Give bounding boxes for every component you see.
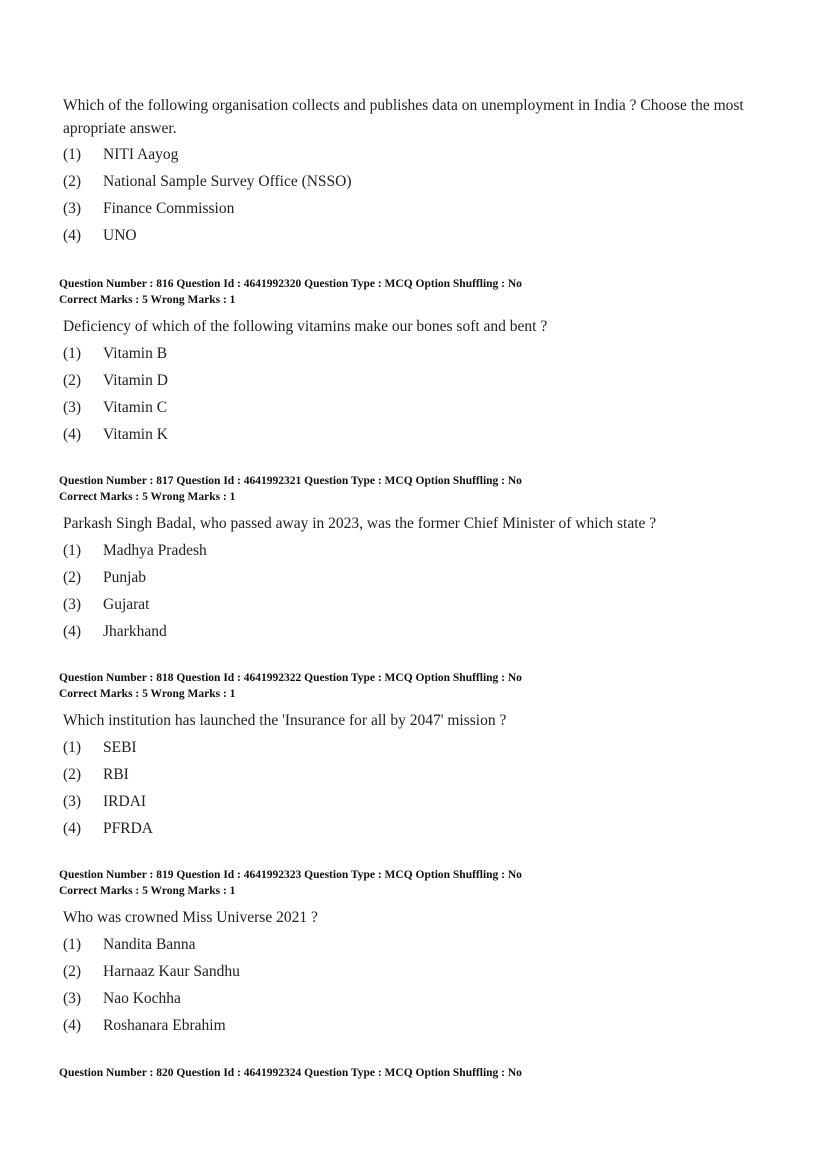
- question-817-marks: Correct Marks : 5 Wrong Marks : 1: [59, 491, 236, 503]
- question-816-option-2: (2) Vitamin D: [63, 372, 168, 389]
- question-818-option-4: (4) PFRDA: [63, 820, 153, 837]
- question-817-text: Parkash Singh Badal, who passed away in 2023, was the former Chief Minister of which state ?: [63, 515, 657, 532]
- question-819-option-1: (1) Nandita Banna: [63, 936, 196, 953]
- question-816-meta: Question Number : 816 Question Id : 4641992320 Question Type : MCQ Option Shuffling : No: [59, 278, 522, 290]
- question-818-text: Which institution has launched the 'Insurance for all by 2047' mission ?: [63, 712, 507, 729]
- question-818-option-2: (2) RBI: [63, 766, 129, 783]
- question-815-option-2: (2) National Sample Survey Office (NSSO): [63, 173, 352, 190]
- question-815-text: Which of the following organisation collects and publishes data on unemployment in India ? Choose the most apropriate answer.: [63, 97, 744, 137]
- question-817-option-2: (2) Punjab: [63, 569, 147, 586]
- question-816-option-3: (3) Vitamin C: [63, 399, 168, 416]
- question-817-meta: Question Number : 817 Question Id : 4641992321 Question Type : MCQ Option Shuffling : No: [59, 475, 522, 487]
- question-815-option-4: (4) UNO: [63, 227, 137, 244]
- question-819-option-3: (3) Nao Kochha: [63, 990, 181, 1007]
- question-815-option-3: (3) Finance Commission: [63, 200, 235, 217]
- question-817-option-4: (4) Jharkhand: [63, 623, 167, 640]
- question-816-option-1: (1) Vitamin B: [63, 345, 168, 362]
- question-819-marks: Correct Marks : 5 Wrong Marks : 1: [59, 885, 236, 897]
- question-819-meta: Question Number : 819 Question Id : 4641992323 Question Type : MCQ Option Shuffling : No: [59, 869, 522, 881]
- question-818-option-1: (1) SEBI: [63, 739, 137, 756]
- question-818-marks: Correct Marks : 5 Wrong Marks : 1: [59, 688, 236, 700]
- question-817-option-3: (3) Gujarat: [63, 596, 150, 613]
- question-818-option-3: (3) IRDAI: [63, 793, 147, 810]
- question-819-text: Who was crowned Miss Universe 2021 ?: [63, 909, 318, 926]
- question-816-text: Deficiency of which of the following vitamins make our bones soft and bent ?: [63, 318, 548, 335]
- question-819-option-4: (4) Roshanara Ebrahim: [63, 1017, 226, 1034]
- question-816-option-4: (4) Vitamin K: [63, 426, 168, 443]
- question-817-option-1: (1) Madhya Pradesh: [63, 542, 207, 559]
- question-815-option-1: (1) NITI Aayog: [63, 146, 179, 163]
- question-820-meta: Question Number : 820 Question Id : 4641992324 Question Type : MCQ Option Shuffling : No: [59, 1067, 522, 1079]
- question-818-meta: Question Number : 818 Question Id : 4641992322 Question Type : MCQ Option Shuffling : No: [59, 672, 522, 684]
- question-816-marks: Correct Marks : 5 Wrong Marks : 1: [59, 294, 236, 306]
- question-819-option-2: (2) Harnaaz Kaur Sandhu: [63, 963, 240, 980]
